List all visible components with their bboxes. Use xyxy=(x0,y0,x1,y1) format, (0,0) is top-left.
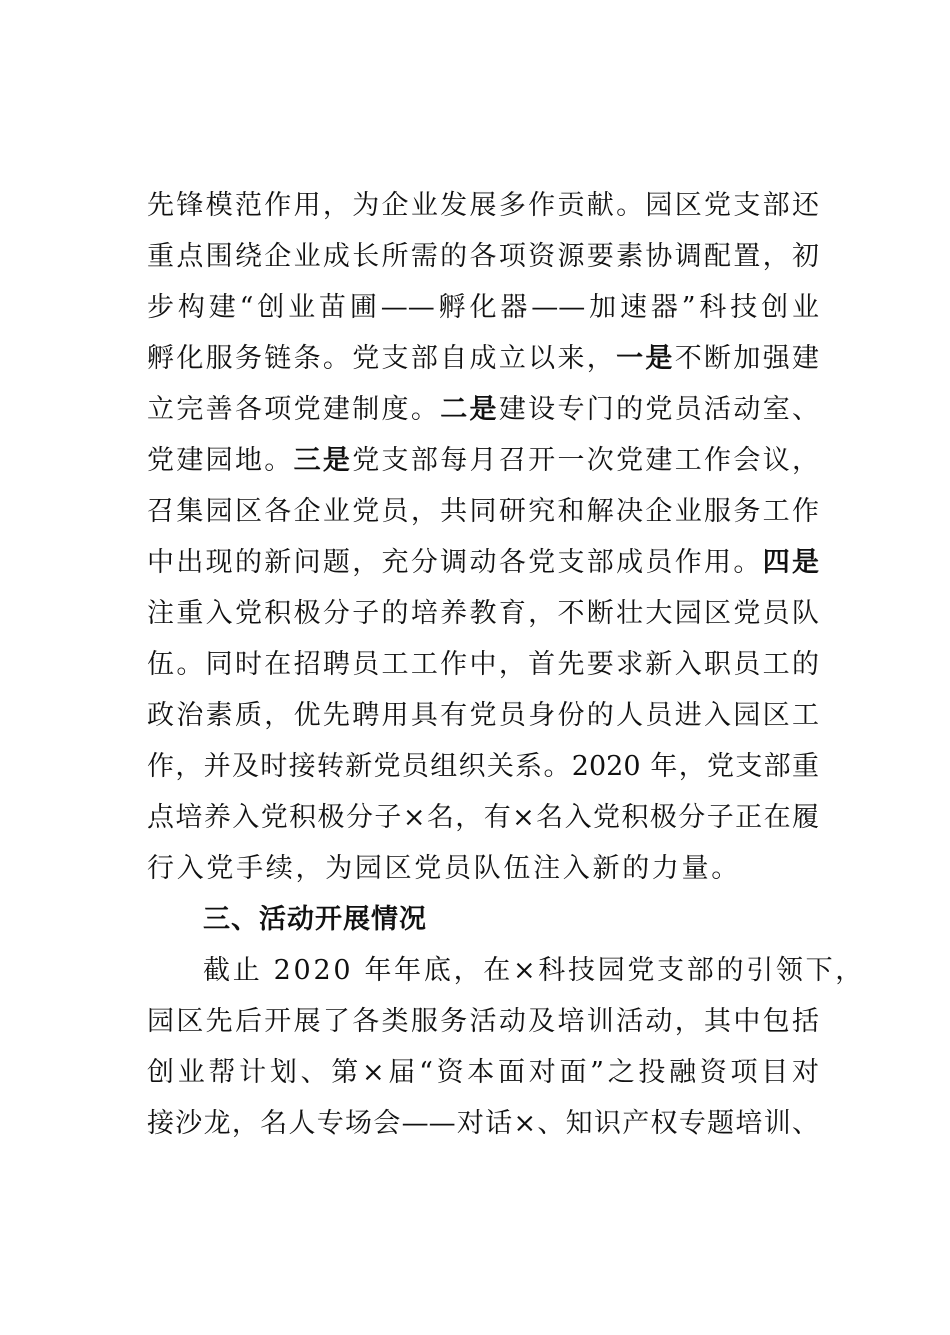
section-heading: 三、活动开展情况 xyxy=(203,904,427,935)
paragraph-line: 行入党手续，为园区党员队伍注入新的力量。 xyxy=(147,853,741,884)
paragraph-line: 接沙龙，名人专场会——对话×、知识产权专题培训、 xyxy=(147,1108,819,1139)
paragraph-line: 作，并及时接转新党员组织关系。2020 年，党支部重 xyxy=(147,751,819,782)
emphasis-third: 三是 xyxy=(293,445,353,476)
document-body xyxy=(147,180,866,1149)
paragraph-line: 伍。同时在招聘员工工作中，首先要求新入职员工的 xyxy=(147,649,819,680)
paragraph-line: 政治素质，优先聘用具有党员身份的人员进入园区工 xyxy=(147,700,819,731)
paragraph-line: 重点围绕企业成长所需的各项资源要素协调配置，初 xyxy=(147,241,819,272)
paragraph-line: 召集园区各企业党员，共同研究和解决企业服务工作 xyxy=(147,496,819,527)
paragraph-line: 截止 2020 年年底，在×科技园党支部的引领下， xyxy=(203,955,866,986)
paragraph-line: 步构建“创业苗圃——孵化器——加速器”科技创业 xyxy=(147,292,819,323)
paragraph-line: 中出现的新问题，充分调动各党支部成员作用。四是 xyxy=(147,547,820,578)
paragraph-line: 党建园地。三是党支部每月召开一次党建工作会议， xyxy=(147,445,820,476)
paragraph-line: 创业帮计划、第×届“资本面对面”之投融资项目对 xyxy=(147,1057,819,1088)
paragraph-line: 点培养入党积极分子×名，有×名入党积极分子正在履 xyxy=(147,802,819,833)
paragraph-line: 立完善各项党建制度。二是建设专门的党员活动室、 xyxy=(147,394,820,425)
paragraph-line: 孵化服务链条。党支部自成立以来，一是不断加强建 xyxy=(147,343,820,374)
paragraph-line: 先锋模范作用，为企业发展多作贡献。园区党支部还 xyxy=(147,190,819,221)
emphasis-second: 二是 xyxy=(440,394,499,425)
paragraph-line: 园区先后开展了各类服务活动及培训活动，其中包括 xyxy=(147,1006,819,1037)
paragraph-line: 注重入党积极分子的培养教育，不断壮大园区党员队 xyxy=(147,598,819,629)
emphasis-first: 一是 xyxy=(616,343,675,374)
emphasis-fourth: 四是 xyxy=(762,547,820,578)
